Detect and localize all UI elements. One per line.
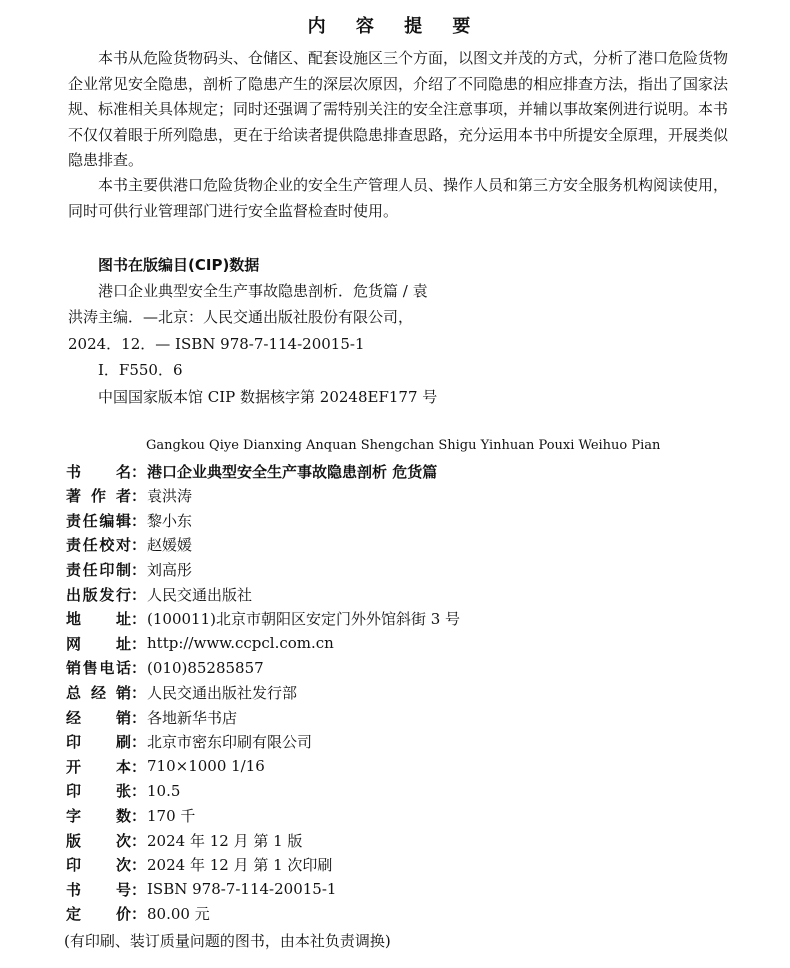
colophon-value: 人民交通出版社发行部 bbox=[147, 683, 298, 702]
colophon-value: 港口企业典型安全生产事故隐患剖析 危货篇 bbox=[147, 462, 438, 481]
cip-heading: 图书在版编目(CIP)数据 bbox=[98, 256, 260, 274]
colophon-label: 责 任 印 制： bbox=[66, 560, 146, 579]
colophon-value: 2024 年 12 月 第 1 版 bbox=[147, 831, 303, 850]
colophon-label: 开 本： bbox=[66, 757, 146, 776]
colophon-value: 710×1000 1/16 bbox=[147, 757, 265, 776]
colophon-label: 印 张： bbox=[66, 782, 146, 801]
colophon-label: 责 任 编 辑： bbox=[66, 511, 146, 530]
colophon-label: 销 售 电 话： bbox=[66, 659, 146, 678]
colophon-row bbox=[66, 459, 437, 483]
colophon-row bbox=[66, 853, 332, 877]
cip-line: 港口企业典型安全生产事故隐患剖析．危货篇 / 袁 bbox=[98, 282, 428, 300]
colophon-label: 著 作 者： bbox=[66, 487, 146, 506]
colophon-label: 地 址： bbox=[66, 610, 146, 629]
colophon-value: (010)85285857 bbox=[147, 658, 264, 677]
summary-paragraph-2: 本书主要供港口危险货物企业的安全生产管理人员、操作人员和第三方安全服务机构阅读使用，同时可供行业管理部门进行安全监督检查时使用。 bbox=[68, 176, 729, 220]
cip-line: 洪涛主编．—北京：人民交通出版社股份有限公司， bbox=[68, 308, 414, 326]
colophon-value: 赵媛媛 bbox=[147, 536, 193, 555]
colophon-row bbox=[66, 680, 297, 704]
colophon-row bbox=[66, 803, 195, 827]
colophon-label: 定 价： bbox=[66, 905, 146, 924]
colophon-row bbox=[66, 508, 192, 532]
colophon-value: 10.5 bbox=[147, 781, 181, 800]
colophon-value[interactable]: http://www.ccpcl.com.cn bbox=[147, 634, 334, 653]
colophon-label: 责 任 校 对： bbox=[66, 536, 146, 555]
colophon-row bbox=[66, 877, 336, 901]
colophon-label: 印 次： bbox=[66, 856, 146, 875]
colophon-value: 刘高彤 bbox=[147, 560, 193, 579]
colophon-row bbox=[66, 631, 334, 655]
colophon-value: 80.00 元 bbox=[147, 905, 210, 924]
colophon-row bbox=[66, 754, 265, 778]
footnote: (有印刷、装订质量问题的图书，由本社负责调换) bbox=[64, 932, 391, 950]
colophon-value: 170 千 bbox=[147, 806, 196, 825]
colophon-row bbox=[66, 828, 302, 852]
colophon-row bbox=[66, 607, 460, 631]
colophon-value: 黎小东 bbox=[147, 511, 193, 530]
colophon-value: ISBN 978-7-114-20015-1 bbox=[147, 880, 337, 899]
colophon-label: 印 刷： bbox=[66, 733, 146, 752]
colophon-label: 经 销： bbox=[66, 708, 146, 727]
colophon-label: 网 址： bbox=[66, 634, 146, 653]
colophon-label: 字 数： bbox=[66, 806, 146, 825]
colophon-label: 书 名： bbox=[66, 462, 146, 481]
summary-paragraph-1: 本书从危险货物码头、仓储区、配套设施区三个方面，以图文并茂的方式，分析了港口危险货物企业常见安全隐患，剖析了隐患产生的深层次原因，介绍了不同隐患的相应排查方法，指出了国家法规、标准相关具体规定；同时还强调了需特别关注的安全注意事项，并辅以事故案例进行说明。本书不仅仅着眼于所列隐患，更在于给读者提供隐患排查思路，充分运用本书中所提安全原理，开展类似隐患排查。 bbox=[68, 49, 729, 169]
colophon-row bbox=[66, 705, 237, 729]
colophon-value: 各地新华书店 bbox=[147, 708, 238, 727]
colophon-row bbox=[66, 484, 192, 508]
colophon-row bbox=[66, 557, 192, 581]
colophon-row bbox=[66, 902, 210, 926]
colophon-label: 版 次： bbox=[66, 831, 146, 850]
colophon-value: (100011)北京市朝阳区安定门外外馆斜街 3 号 bbox=[147, 610, 461, 629]
cip-line: 中国国家版本馆 CIP 数据核字第 20248EF177 号 bbox=[98, 388, 438, 406]
colophon-row bbox=[66, 779, 180, 803]
colophon-row bbox=[66, 656, 264, 680]
colophon-row bbox=[66, 730, 312, 754]
colophon-label: 书 号： bbox=[66, 880, 146, 899]
colophon-value: 人民交通出版社 bbox=[147, 585, 253, 604]
colophon-value: 北京市密东印刷有限公司 bbox=[147, 733, 313, 752]
colophon-value: 袁洪涛 bbox=[147, 487, 193, 506]
colophon-row bbox=[66, 582, 252, 606]
cip-line: 2024．12．— ISBN 978-7-114-20015-1 bbox=[68, 335, 365, 353]
summary-title: 内 容 提 要 bbox=[307, 16, 483, 37]
cip-line: Ⅰ．F550．6 bbox=[98, 361, 183, 379]
colophon-value: 2024 年 12 月 第 1 次印刷 bbox=[147, 856, 333, 875]
pinyin-title: Gangkou Qiye Dianxing Anquan Shengchan Shigu Yinhuan Pouxi Weihuo Pian bbox=[146, 438, 661, 453]
colophon-row bbox=[66, 533, 192, 557]
colophon-label: 出 版 发 行： bbox=[66, 585, 146, 604]
colophon-label: 总 经 销： bbox=[66, 683, 146, 702]
